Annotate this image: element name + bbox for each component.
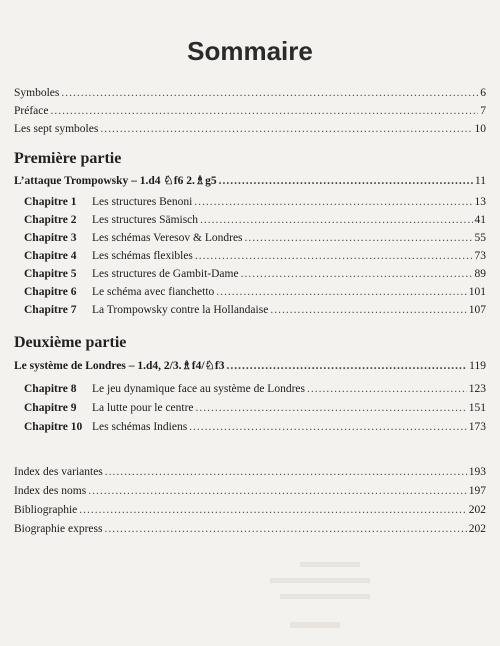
entry-page: 197 (468, 485, 486, 497)
entry-label: Les sept symboles (14, 123, 99, 135)
entry-page: 10 (474, 123, 486, 135)
chapter-number: Chapitre 9 (24, 402, 77, 414)
chapter-title: Les schémas Indiens (92, 421, 188, 433)
chapter-page: 55 (474, 232, 486, 244)
chapter-number: Chapitre 1 (24, 196, 77, 208)
chapter-number: Chapitre 6 (24, 286, 77, 298)
chapter-number: Chapitre 8 (24, 383, 77, 395)
chapter-page: 13 (474, 196, 486, 208)
chapter-page: 151 (468, 402, 486, 414)
entry-label: Index des variantes (14, 466, 103, 478)
chapter-page: 101 (468, 286, 486, 298)
chapter-title: Les schémas Veresov & Londres (92, 232, 243, 244)
chapter-page: 107 (468, 304, 486, 316)
chapter-title: Le schéma avec fianchetto (92, 286, 215, 298)
chapter-number: Chapitre 7 (24, 304, 77, 316)
chapter-page: 73 (474, 250, 486, 262)
part-heading: Première partie (14, 150, 122, 167)
chapter-title: Les structures de Gambit-Dame (92, 268, 239, 280)
entry-label: Bibliographie (14, 504, 78, 516)
chapter-title: La lutte pour le centre (92, 402, 194, 414)
chapter-page: 173 (468, 421, 486, 433)
entry-page: 6 (480, 87, 486, 99)
chapter-number: Chapitre 4 (24, 250, 77, 262)
chapter-number: Chapitre 2 (24, 214, 77, 226)
entry-page: 202 (468, 523, 486, 535)
section-label: L’attaque Trompowsky – 1.d4 ♘f6 2.♗g5 (14, 175, 217, 187)
entry-label: Préface (14, 105, 49, 117)
chapter-page: 89 (474, 268, 486, 280)
entry-page: 7 (480, 105, 486, 117)
entry-label: Biographie express (14, 523, 103, 535)
chapter-title: Les structures Benoni (92, 196, 193, 208)
chapter-number: Chapitre 5 (24, 268, 77, 280)
page-title: Sommaire (187, 36, 313, 66)
section-page: 11 (474, 175, 486, 187)
chapter-number: Chapitre 10 (24, 421, 83, 433)
section-page: 119 (469, 360, 486, 372)
chapter-page: 123 (468, 383, 486, 395)
section-label: Le système de Londres – 1.d4, 2/3.♗f4/♘f3 (14, 360, 225, 372)
entry-page: 202 (468, 504, 486, 516)
chapter-page: 41 (474, 214, 486, 226)
chapter-title: Les structures Sämisch (92, 214, 199, 226)
entry-label: Symboles (14, 87, 60, 99)
entry-page: 193 (468, 466, 486, 478)
chapter-title: Le jeu dynamique face au système de Londres (92, 383, 305, 395)
chapter-title: La Trompowsky contre la Hollandaise (92, 304, 269, 316)
entry-label: Index des noms (14, 485, 87, 497)
part-heading: Deuxième partie (14, 334, 127, 351)
chapter-number: Chapitre 3 (24, 232, 77, 244)
chapter-title: Les schémas flexibles (92, 250, 193, 262)
